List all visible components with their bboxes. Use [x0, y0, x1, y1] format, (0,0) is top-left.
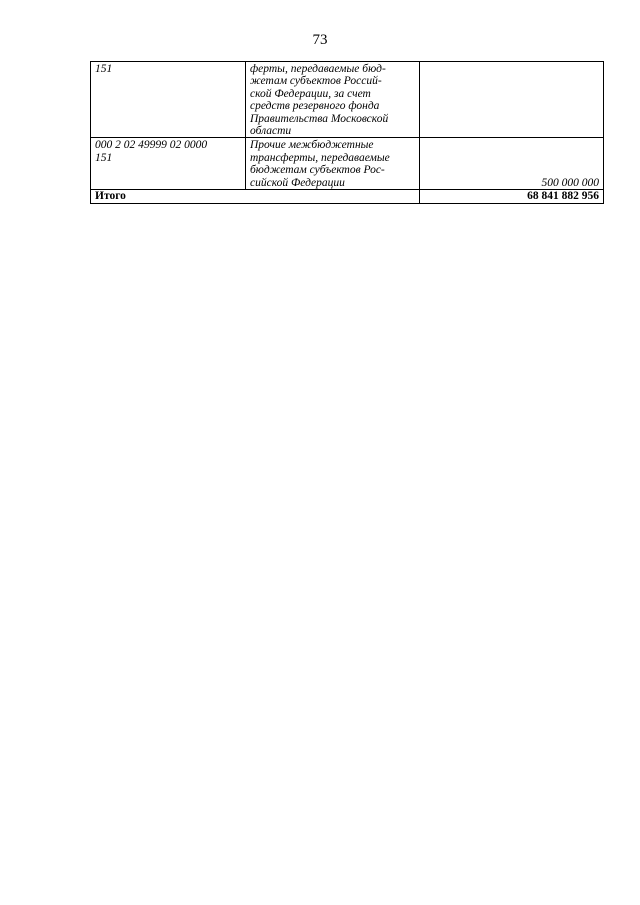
- revenue-name: Прочие межбюджетные трансферты, передаваемые бюджетам субъектов Рос- сийской Федерации: [250, 139, 390, 189]
- total-label-cell: [91, 190, 420, 204]
- budget-code: 151: [95, 63, 113, 75]
- budget-table: [90, 61, 604, 204]
- amount-cell: [420, 138, 604, 190]
- budget-code: 000 2 02 49999 02 0000 151: [95, 139, 208, 164]
- revenue-name-cell: [246, 138, 420, 190]
- total-amount: 68 841 882 956: [527, 190, 599, 203]
- table-row: [91, 62, 604, 138]
- page-number: 73: [312, 32, 328, 48]
- amount-value: 500 000 000: [541, 176, 599, 189]
- revenue-name: ферты, передаваемые бюд- жетам субъектов Россий- ской Федерации, за счет средств резервного фонда Правительства Московской области: [250, 63, 389, 138]
- total-label: Итого: [95, 190, 126, 203]
- budget-code-cell: [91, 62, 246, 138]
- revenue-name-cell: [246, 62, 420, 138]
- total-row: [91, 190, 604, 204]
- budget-code-cell: [91, 138, 246, 190]
- table-row: [91, 138, 604, 190]
- total-amount-cell: [420, 190, 604, 204]
- amount-cell: [420, 62, 604, 138]
